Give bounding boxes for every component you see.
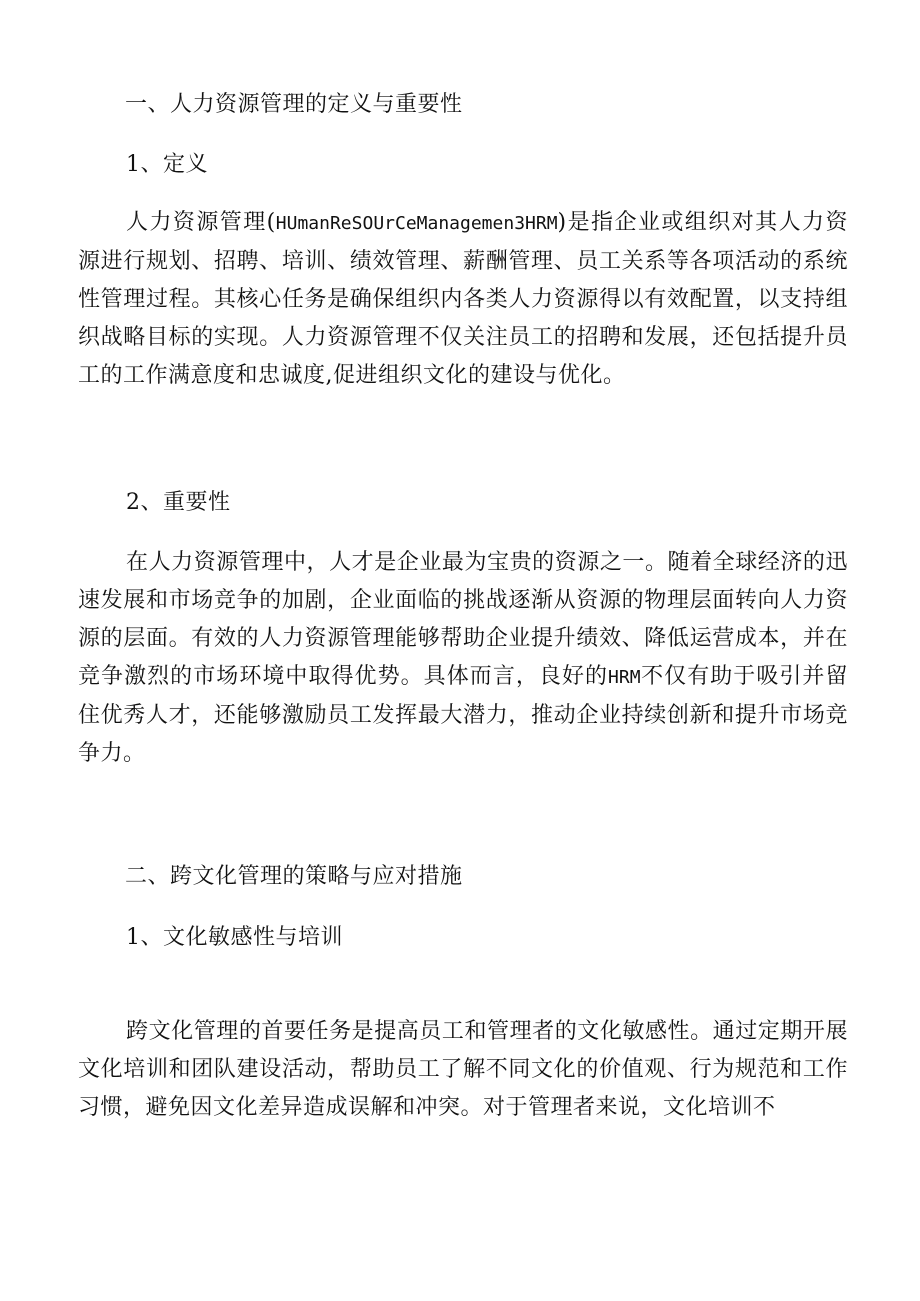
subsection-heading-definition: 1、定义 [126, 152, 208, 177]
paragraph-importance-text-end: 不仅有助于吸引并留住优秀人才，还能够激励员工发挥最大潜力，推动企业持续创新和提升市场竞争力。 [78, 664, 848, 766]
paragraph-definition-text-start: 人力资源管理( [126, 210, 276, 235]
paragraph-definition [78, 204, 848, 395]
paragraph-importance-term: HRM [608, 667, 641, 688]
section-heading-1: 一、人力资源管理的定义与重要性 [125, 92, 463, 117]
paragraph-importance-text-start: 在人力资源管理中，人才是企业最为宝贵的资源之一。随着全球经济的迅速发展和市场竞争的加剧，企业面临的挑战逐渐从资源的物理层面转向人力资源的层面。有效的人力资源管理能够帮助企业提升绩效、降低运营成本，并在竞争激烈的市场环境中取得优势。具体而言，良好的 [78, 550, 848, 689]
section-heading-2: 二、跨文化管理的策略与应对措施 [125, 864, 463, 889]
paragraph-definition-term: HUmanReSOUrCeManagemen3HRM [275, 213, 558, 234]
paragraph-cultural-sensitivity: 跨文化管理的首要任务是提高员工和管理者的文化敏感性。通过定期开展文化培训和团队建设活动，帮助员工了解不同文化的价值观、行为规范和工作习惯，避免因文化差异造成误解和冲突。对于管理者来说，文化培训不 [78, 1019, 848, 1120]
subsection-heading-importance: 2、重要性 [126, 490, 231, 515]
subsection-heading-cultural-sensitivity: 1、文化敏感性与培训 [126, 925, 343, 950]
paragraph-importance [78, 544, 848, 773]
paragraph-definition-text-end: )是指企业或组织对其人力资源进行规划、招聘、培训、绩效管理、薪酬管理、员工关系等各项活动的系统性管理过程。其核心任务是确保组织内各类人力资源得以有效配置，以支持组织战略目标的实现。人力资源管理不仅关注员工的招聘和发展，还包括提升员工的工作满意度和忠诚度,促进组织文化的建设与优化。 [78, 210, 848, 388]
